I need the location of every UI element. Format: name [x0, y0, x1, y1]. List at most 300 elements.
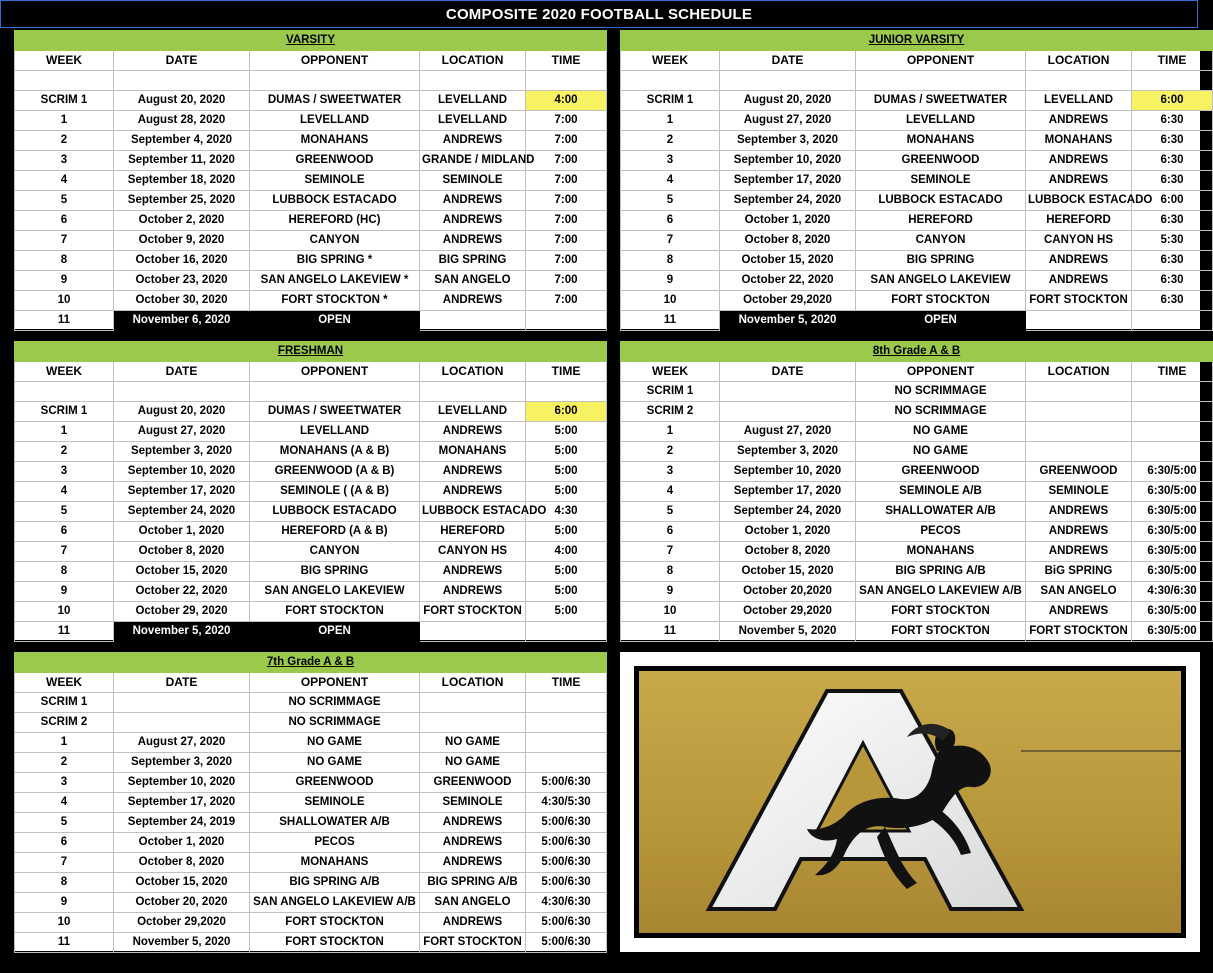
cell-date: October 2, 2020 — [114, 210, 250, 230]
table-title: JUNIOR VARSITY — [621, 31, 1213, 51]
cell-opponent: FORT STOCKTON * — [250, 290, 420, 310]
table-row — [621, 622, 1213, 642]
cell-time — [1132, 442, 1213, 462]
cell-opponent: LEVELLAND — [250, 110, 420, 130]
cell-date — [114, 71, 250, 91]
cell-time: 6:30 — [1132, 170, 1213, 190]
table-row — [15, 71, 607, 91]
cell-time — [526, 310, 607, 330]
cell-location — [420, 71, 526, 91]
cell-location — [1026, 442, 1132, 462]
logo-panel — [620, 652, 1200, 952]
cell-date: September 17, 2020 — [114, 481, 250, 501]
cell-location: ANDREWS — [420, 833, 526, 853]
table-row — [621, 190, 1213, 210]
cell-location: LEVELLAND — [420, 401, 526, 421]
cell-time — [526, 713, 607, 733]
cell-opponent: SHALLOWATER A/B — [856, 502, 1026, 522]
cell-time: 7:00 — [526, 170, 607, 190]
cell-time — [1132, 310, 1213, 330]
cell-opponent: SEMINOLE — [250, 170, 420, 190]
cell-week: SCRIM 2 — [15, 713, 114, 733]
cell-week: 11 — [621, 310, 720, 330]
column-header-time: TIME — [1132, 51, 1213, 71]
cell-week — [15, 382, 114, 402]
cell-week: 7 — [621, 542, 720, 562]
cell-time: 6:30/5:00 — [1132, 482, 1213, 502]
cell-opponent: MONAHANS — [856, 542, 1026, 562]
cell-location: ANDREWS — [420, 421, 526, 441]
cell-location: ANDREWS — [420, 561, 526, 581]
cell-location — [1026, 382, 1132, 402]
table-row — [15, 401, 607, 421]
table-row — [15, 461, 607, 481]
table-row — [621, 502, 1213, 522]
cell-week: 10 — [15, 913, 114, 933]
cell-week: 10 — [621, 290, 720, 310]
cell-week: 8 — [621, 562, 720, 582]
cell-time: 5:00/6:30 — [526, 773, 607, 793]
cell-opponent: NO SCRIMMAGE — [250, 713, 420, 733]
column-header-date: DATE — [114, 51, 250, 71]
cell-time: 5:00 — [526, 441, 607, 461]
cell-opponent: PECOS — [250, 833, 420, 853]
cell-date: September 10, 2020 — [720, 150, 856, 170]
table-row — [15, 693, 607, 713]
cell-location: ANDREWS — [420, 190, 526, 210]
cell-time: 7:00 — [526, 190, 607, 210]
column-header-week: WEEK — [621, 51, 720, 71]
table-row — [621, 90, 1213, 110]
table-row — [15, 110, 607, 130]
column-header-week: WEEK — [15, 51, 114, 71]
cell-opponent: GREENWOOD — [250, 773, 420, 793]
cell-opponent: SAN ANGELO LAKEVIEW A/B — [856, 582, 1026, 602]
table-row — [621, 522, 1213, 542]
cell-opponent — [250, 382, 420, 402]
column-header-location: LOCATION — [420, 51, 526, 71]
cell-opponent: NO SCRIMMAGE — [856, 402, 1026, 422]
table-row — [15, 733, 607, 753]
cell-opponent: MONAHANS (A & B) — [250, 441, 420, 461]
cell-time: 7:00 — [526, 230, 607, 250]
cell-week: 11 — [15, 310, 114, 330]
cell-opponent: OPEN — [856, 310, 1026, 330]
table-row — [621, 170, 1213, 190]
cell-location — [1026, 310, 1132, 330]
cell-time: 5:00 — [526, 581, 607, 601]
cell-week — [621, 71, 720, 91]
cell-date: September 3, 2020 — [720, 442, 856, 462]
cell-opponent: SEMINOLE — [856, 170, 1026, 190]
cell-opponent: BIG SPRING * — [250, 250, 420, 270]
column-header-opponent: OPPONENT — [856, 51, 1026, 71]
table-row — [621, 250, 1213, 270]
cell-time: 6:30/5:00 — [1132, 562, 1213, 582]
schedule-table — [14, 652, 607, 953]
cell-date: October 8, 2020 — [114, 541, 250, 561]
cell-location: BiG SPRING — [1026, 562, 1132, 582]
table-row — [621, 602, 1213, 622]
table-title: VARSITY — [15, 31, 607, 51]
table-row — [15, 481, 607, 501]
cell-opponent: HEREFORD — [856, 210, 1026, 230]
cell-opponent: NO GAME — [250, 733, 420, 753]
cell-time: 6:30 — [1132, 210, 1213, 230]
cell-date: October 1, 2020 — [114, 521, 250, 541]
column-header-location: LOCATION — [420, 673, 526, 693]
cell-opponent: FORT STOCKTON — [250, 913, 420, 933]
cell-opponent: HEREFORD (HC) — [250, 210, 420, 230]
cell-opponent: DUMAS / SWEETWATER — [250, 90, 420, 110]
cell-location: SEMINOLE — [420, 793, 526, 813]
cell-time: 4:30 — [526, 501, 607, 521]
cell-time: 6:30 — [1132, 130, 1213, 150]
varsity-schedule — [14, 30, 606, 329]
cell-time: 6:00 — [1132, 190, 1213, 210]
cell-week: 7 — [15, 853, 114, 873]
cell-week: 2 — [15, 130, 114, 150]
cell-time: 6:30/5:00 — [1132, 542, 1213, 562]
table-row — [15, 290, 607, 310]
table-title: FRESHMAN — [15, 342, 607, 362]
cell-opponent: CANYON — [250, 541, 420, 561]
table-row — [15, 190, 607, 210]
table-row — [15, 621, 607, 641]
cell-time: 6:30/5:00 — [1132, 602, 1213, 622]
table-row — [15, 601, 607, 621]
table-row — [15, 130, 607, 150]
column-header-week: WEEK — [621, 362, 720, 382]
cell-time: 7:00 — [526, 290, 607, 310]
cell-opponent: FORT STOCKTON — [250, 933, 420, 953]
schedule-table — [620, 341, 1213, 642]
cell-date: October 15, 2020 — [114, 561, 250, 581]
cell-time: 5:00/6:30 — [526, 853, 607, 873]
cell-location: FORT STOCKTON — [420, 933, 526, 953]
cell-date: August 20, 2020 — [114, 401, 250, 421]
cell-location: ANDREWS — [420, 581, 526, 601]
cell-time: 6:30/5:00 — [1132, 622, 1213, 642]
cell-location: ANDREWS — [420, 461, 526, 481]
column-header-location: LOCATION — [420, 362, 526, 382]
cell-location: ANDREWS — [1026, 602, 1132, 622]
andrews-mustang-logo — [639, 671, 1181, 933]
cell-week: 4 — [15, 481, 114, 501]
cell-date: September 17, 2020 — [720, 482, 856, 502]
cell-opponent: OPEN — [250, 310, 420, 330]
table-row — [621, 482, 1213, 502]
cell-opponent: PECOS — [856, 522, 1026, 542]
cell-opponent: SAN ANGELO LAKEVIEW A/B — [250, 893, 420, 913]
cell-opponent: LEVELLAND — [856, 110, 1026, 130]
table-row — [15, 873, 607, 893]
cell-date: October 22, 2020 — [720, 270, 856, 290]
cell-time — [526, 693, 607, 713]
cell-date — [720, 402, 856, 422]
cell-date: September 3, 2020 — [720, 130, 856, 150]
cell-location: ANDREWS — [420, 290, 526, 310]
cell-date: September 11, 2020 — [114, 150, 250, 170]
cell-location: BIG SPRING A/B — [420, 873, 526, 893]
cell-date: August 20, 2020 — [114, 90, 250, 110]
mustang-horse-icon — [639, 671, 1181, 933]
table-row — [621, 210, 1213, 230]
cell-time: 5:00/6:30 — [526, 833, 607, 853]
cell-week: 11 — [15, 621, 114, 641]
column-header-opponent: OPPONENT — [250, 673, 420, 693]
cell-week: 6 — [621, 210, 720, 230]
cell-time — [526, 382, 607, 402]
cell-time: 5:00/6:30 — [526, 813, 607, 833]
cell-opponent: SEMINOLE ( (A & B) — [250, 481, 420, 501]
cell-time: 4:00 — [526, 541, 607, 561]
cell-date: November 6, 2020 — [114, 310, 250, 330]
table-banner — [15, 653, 607, 673]
cell-location: GREENWOOD — [1026, 462, 1132, 482]
cell-week: 4 — [15, 170, 114, 190]
cell-date: October 29,2020 — [114, 913, 250, 933]
cell-week: SCRIM 2 — [621, 402, 720, 422]
cell-opponent: NO GAME — [856, 422, 1026, 442]
table-row — [15, 793, 607, 813]
cell-week: 6 — [15, 521, 114, 541]
cell-week: SCRIM 1 — [621, 90, 720, 110]
cell-time: 6:00 — [1132, 90, 1213, 110]
column-header-time: TIME — [1132, 362, 1213, 382]
cell-time: 5:00 — [526, 601, 607, 621]
table-banner — [621, 31, 1213, 51]
table-row — [621, 422, 1213, 442]
cell-opponent: FORT STOCKTON — [856, 622, 1026, 642]
cell-location — [420, 621, 526, 641]
schedule-table — [620, 30, 1213, 331]
cell-opponent: BIG SPRING — [856, 250, 1026, 270]
cell-opponent: OPEN — [250, 621, 420, 641]
cell-location: SAN ANGELO — [420, 270, 526, 290]
cell-time: 6:30/5:00 — [1132, 522, 1213, 542]
cell-location: ANDREWS — [420, 481, 526, 501]
cell-date: October 15, 2020 — [720, 562, 856, 582]
cell-week: 9 — [15, 270, 114, 290]
column-header-time: TIME — [526, 673, 607, 693]
table-row — [15, 913, 607, 933]
cell-location — [420, 693, 526, 713]
cell-week: 3 — [15, 150, 114, 170]
table-row — [15, 382, 607, 402]
table-banner — [621, 342, 1213, 362]
cell-location: NO GAME — [420, 753, 526, 773]
table-row — [15, 713, 607, 733]
cell-time — [1132, 382, 1213, 402]
table-row — [15, 210, 607, 230]
cell-location: GREENWOOD — [420, 773, 526, 793]
cell-time: 6:00 — [526, 401, 607, 421]
cell-week: 9 — [15, 893, 114, 913]
table-banner — [15, 31, 607, 51]
cell-time: 5:00 — [526, 521, 607, 541]
cell-week: 4 — [621, 482, 720, 502]
column-header-time: TIME — [526, 362, 607, 382]
cell-week: 9 — [621, 270, 720, 290]
cell-week: 7 — [15, 230, 114, 250]
table-row — [15, 150, 607, 170]
cell-location: ANDREWS — [420, 813, 526, 833]
cell-week: 3 — [15, 773, 114, 793]
cell-date: September 24, 2020 — [720, 190, 856, 210]
table-row — [621, 582, 1213, 602]
table-row — [15, 561, 607, 581]
column-header-week: WEEK — [15, 673, 114, 693]
7th-grade-schedule — [14, 652, 606, 951]
cell-date: September 3, 2020 — [114, 441, 250, 461]
cell-week: 4 — [15, 793, 114, 813]
table-row — [621, 130, 1213, 150]
cell-location: ANDREWS — [420, 913, 526, 933]
cell-date: October 1, 2020 — [114, 833, 250, 853]
schedule-table — [14, 30, 607, 331]
table-row — [15, 813, 607, 833]
column-header-location: LOCATION — [1026, 362, 1132, 382]
cell-opponent: NO GAME — [250, 753, 420, 773]
cell-location: LEVELLAND — [420, 90, 526, 110]
cell-location: HEREFORD — [420, 521, 526, 541]
cell-week — [15, 71, 114, 91]
table-row — [621, 290, 1213, 310]
cell-location: ANDREWS — [1026, 522, 1132, 542]
column-header-date: DATE — [720, 51, 856, 71]
column-header-week: WEEK — [15, 362, 114, 382]
cell-date: October 29,2020 — [720, 602, 856, 622]
cell-time — [1132, 422, 1213, 442]
cell-time: 7:00 — [526, 110, 607, 130]
8th-grade-schedule — [620, 341, 1200, 640]
cell-opponent: FORT STOCKTON — [856, 290, 1026, 310]
cell-date: November 5, 2020 — [114, 621, 250, 641]
table-row — [621, 562, 1213, 582]
table-row — [621, 382, 1213, 402]
cell-location: LUBBOCK ESTACADO — [420, 501, 526, 521]
cell-opponent: HEREFORD (A & B) — [250, 521, 420, 541]
table-row — [621, 71, 1213, 91]
cell-location: SEMINOLE — [1026, 482, 1132, 502]
table-row — [15, 521, 607, 541]
cell-opponent: BIG SPRING — [250, 561, 420, 581]
cell-time: 4:30/6:30 — [1132, 582, 1213, 602]
cell-location: ANDREWS — [420, 853, 526, 873]
cell-location: ANDREWS — [1026, 110, 1132, 130]
cell-week: 2 — [15, 441, 114, 461]
cell-date — [720, 71, 856, 91]
cell-date: September 18, 2020 — [114, 170, 250, 190]
cell-location: SEMINOLE — [420, 170, 526, 190]
logo-frame — [634, 666, 1186, 938]
cell-time: 5:00 — [526, 561, 607, 581]
table-row — [15, 230, 607, 250]
cell-location — [420, 310, 526, 330]
cell-opponent: SEMINOLE — [250, 793, 420, 813]
cell-opponent: NO SCRIMMAGE — [856, 382, 1026, 402]
cell-location: BIG SPRING — [420, 250, 526, 270]
cell-time: 6:30 — [1132, 250, 1213, 270]
cell-date: August 28, 2020 — [114, 110, 250, 130]
table-row — [15, 421, 607, 441]
cell-time — [526, 733, 607, 753]
cell-time: 7:00 — [526, 210, 607, 230]
table-row — [621, 542, 1213, 562]
cell-time: 7:00 — [526, 250, 607, 270]
column-header-date: DATE — [114, 362, 250, 382]
table-row — [621, 110, 1213, 130]
table-header-row — [15, 673, 607, 693]
cell-location: ANDREWS — [1026, 150, 1132, 170]
cell-location: SAN ANGELO — [1026, 582, 1132, 602]
cell-location: LEVELLAND — [1026, 90, 1132, 110]
cell-time: 4:30/6:30 — [526, 893, 607, 913]
cell-location — [1026, 402, 1132, 422]
cell-location: CANYON HS — [420, 541, 526, 561]
table-row — [15, 581, 607, 601]
cell-week: 5 — [15, 190, 114, 210]
cell-location: MONAHANS — [420, 441, 526, 461]
table-row — [15, 170, 607, 190]
cell-location: ANDREWS — [420, 130, 526, 150]
table-row — [621, 150, 1213, 170]
cell-date — [114, 382, 250, 402]
cell-location — [420, 713, 526, 733]
freshman-schedule — [14, 341, 606, 640]
cell-date: August 27, 2020 — [720, 422, 856, 442]
column-header-opponent: OPPONENT — [856, 362, 1026, 382]
cell-week: SCRIM 1 — [15, 693, 114, 713]
cell-opponent: NO GAME — [856, 442, 1026, 462]
cell-opponent: LEVELLAND — [250, 421, 420, 441]
cell-opponent: MONAHANS — [250, 853, 420, 873]
column-header-date: DATE — [720, 362, 856, 382]
cell-week: 11 — [15, 933, 114, 953]
cell-date: October 20, 2020 — [114, 893, 250, 913]
table-row — [621, 402, 1213, 422]
cell-date: October 16, 2020 — [114, 250, 250, 270]
junior-varsity-schedule — [620, 30, 1200, 329]
cell-date: October 9, 2020 — [114, 230, 250, 250]
cell-location: FORT STOCKTON — [420, 601, 526, 621]
cell-week: 1 — [15, 421, 114, 441]
cell-time: 7:00 — [526, 130, 607, 150]
cell-location — [1026, 71, 1132, 91]
cell-opponent: SEMINOLE A/B — [856, 482, 1026, 502]
cell-date — [720, 382, 856, 402]
cell-date: November 5, 2020 — [720, 622, 856, 642]
cell-week: 11 — [621, 622, 720, 642]
cell-date: October 30, 2020 — [114, 290, 250, 310]
cell-week: 5 — [621, 190, 720, 210]
cell-date: September 17, 2020 — [720, 170, 856, 190]
cell-opponent: SAN ANGELO LAKEVIEW — [250, 581, 420, 601]
cell-date: September 4, 2020 — [114, 130, 250, 150]
cell-location: ANDREWS — [420, 210, 526, 230]
table-header-row — [621, 362, 1213, 382]
cell-time: 5:00 — [526, 481, 607, 501]
cell-location: FORT STOCKTON — [1026, 622, 1132, 642]
cell-time: 5:00 — [526, 461, 607, 481]
cell-location: FORT STOCKTON — [1026, 290, 1132, 310]
cell-week: 1 — [621, 110, 720, 130]
cell-date: September 10, 2020 — [720, 462, 856, 482]
cell-opponent: CANYON — [856, 230, 1026, 250]
table-row — [621, 230, 1213, 250]
cell-opponent — [856, 71, 1026, 91]
